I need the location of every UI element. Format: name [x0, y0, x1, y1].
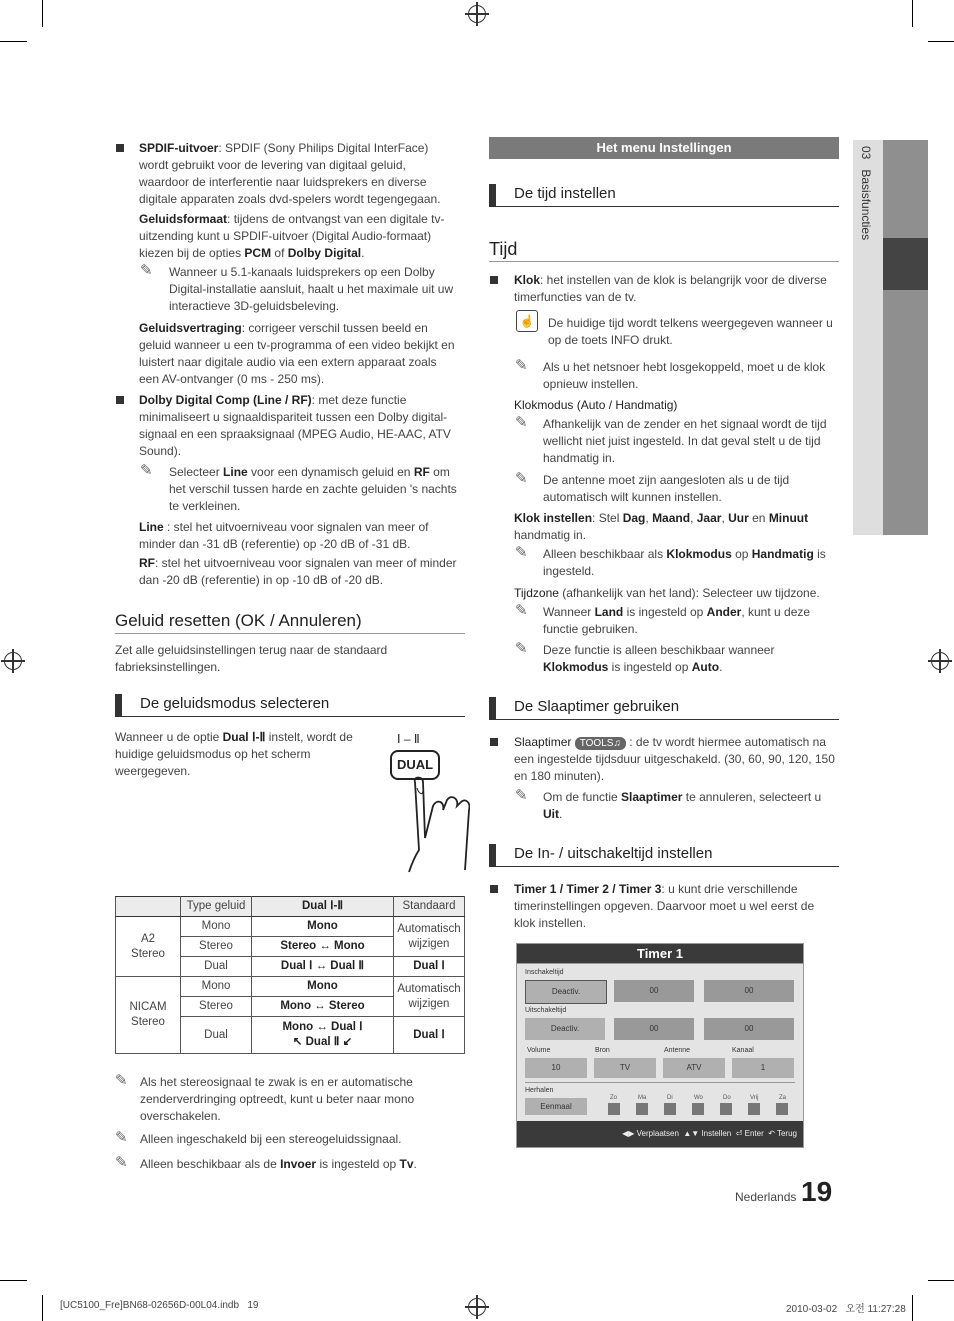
osd-on-hour[interactable]: 00 — [614, 980, 694, 1002]
osd-nav-bar: ◀▶ Verplaatsen ▲▼ Instellen ⏎ Enter ↶ Terug — [517, 1121, 803, 1147]
note-icon: ✎ — [515, 601, 528, 619]
side-tab-number: 03 — [859, 146, 873, 160]
osd-day-checkbox[interactable] — [636, 1103, 648, 1115]
osd-herhalen-value[interactable]: Eenmaal — [525, 1098, 587, 1115]
note-zone: Deze functie is alleen beschikbaar wanneer Klokmodus is ingesteld op Auto. — [543, 643, 775, 674]
move-arrows-icon: ◀▶ — [622, 1129, 635, 1138]
registration-mark-icon — [4, 652, 22, 670]
note-zender: Afhankelijk van de zender en het signaal wordt de tijd wellicht niet juist ingesteld. In dat geval stelt u de tijd handmatig in. — [543, 417, 827, 465]
osd-day-checkbox[interactable] — [692, 1103, 704, 1115]
hand-icon — [385, 730, 470, 875]
enter-icon: ⏎ — [735, 1129, 743, 1138]
reset-text: Zet alle geluidsinstellingen terug naar de standaard fabrieksinstellingen. — [115, 643, 388, 674]
table-row: Stereo Mono ↔ Stereo — [116, 997, 465, 1017]
note-weak-signal: Als het stereosignaal te zwak is en er automatische zenderverdringing optreedt, kunt u beter naar mono overschakelen. — [140, 1075, 415, 1123]
sound-table — [115, 896, 465, 1054]
osd-day-checkbox[interactable] — [776, 1103, 788, 1115]
side-tab-dark — [883, 140, 928, 535]
timer-osd: Timer 1 Inschakeltijd Deactiv. 00 00 Uitschakeltijd Deactiv. 00 00 Volume Bron Antenne Kanaal 10 TV ATV 1 Herhalen Eenmaal Zo Ma Di Wo Do Vrij Za ◀▶ Verplaatsen ▲▼ Instellen ⏎ Enter ↶ Terug — [516, 943, 804, 1148]
tijd-heading: Tijd — [489, 239, 518, 259]
heading-rule — [489, 866, 839, 867]
sleep-heading: De Slaaptimer gebruiken — [514, 698, 680, 715]
menu-bar: Het menu Instellingen — [489, 137, 839, 159]
bullet-icon — [490, 885, 498, 893]
subheading-bar — [489, 697, 496, 719]
osd-off-minute[interactable]: 00 — [704, 1018, 794, 1040]
note-land: Wanneer Land is ingesteld op Ander, kunt u deze functie gebruiken. — [543, 605, 811, 636]
side-tab-text — [859, 146, 873, 240]
bullet-icon — [116, 144, 124, 152]
note-icon: ✎ — [115, 1071, 128, 1089]
spdif-paragraph: SPDIF-uitvoer: SPDIF (Sony Philips Digital InterFace) wordt gebruikt voor de levering van digitaal geluid, waardoor de interferentie naar luidsprekers en diverse digitale apparaten zoals dvd-spelers wordt tegengegaan. — [139, 141, 441, 206]
osd-volume-value[interactable]: 10 — [525, 1058, 587, 1078]
page-number: 19 — [801, 1176, 833, 1207]
table-row: A2 Stereo Mono Mono Automatisch wijzigen — [116, 917, 465, 937]
subheading-bar — [115, 694, 122, 716]
dolby-paragraph: Dolby Digital Comp (Line / RF): met deze functie minimaliseert u signaaldispariteit tussen een Dolby digital-signaal en een spraaksignaal (MPEG Audio, HE-AAC, ATV Sound). — [139, 393, 451, 458]
klok-instellen-paragraph: Klok instellen: Stel Dag, Maand, Jaar, Uur en Minuut handmatig in. — [514, 511, 809, 542]
osd-herhalen-label: Herhalen — [525, 1087, 554, 1094]
note-icon: ✎ — [140, 261, 153, 279]
osd-off-hour[interactable]: 00 — [614, 1018, 694, 1040]
dual-button: DUAL — [390, 750, 440, 780]
osd-day-checkbox[interactable] — [720, 1103, 732, 1115]
osd-title-bar: Timer 1 — [517, 944, 803, 963]
footer-date: 2010-03-02 오전 11:27:28 — [786, 1304, 906, 1315]
side-tab-label: Basisfuncties — [859, 169, 873, 241]
timer-paragraph: Timer 1 / Timer 2 / Timer 3: u kunt drie verschillende timerinstellingen opgeven. Daarvoor moet u wel eerst de klok instellen. — [514, 882, 815, 930]
remote-label: Ⅰ – Ⅱ — [397, 732, 420, 746]
bullet-icon — [490, 276, 498, 284]
tijdzone-paragraph: Tijdzone (afhankelijk van het land): Selecteer uw tijdzone. — [514, 586, 820, 600]
remote-illustration — [385, 730, 470, 875]
table-row: Stereo Stereo ↔ Mono — [116, 937, 465, 957]
osd-antenne-label: Antenne — [664, 1047, 691, 1054]
osd-inschakeltijd-label: Inschakeltijd — [525, 969, 564, 976]
note-icon: ✎ — [115, 1128, 128, 1146]
delay-paragraph: Geluidsvertraging: corrigeer verschil tussen beeld en geluid wanneer u een tv-programma of een video bekijkt en luistert naar digitale audio via een extern apparaat zoals een AV-ontvanger (0 ms - 250 ms). — [139, 321, 455, 386]
heading-rule — [489, 261, 839, 262]
table-row: Dual Mono ↔ Dual Ⅰ ↖ Dual Ⅱ ↙ Dual Ⅰ — [116, 1017, 465, 1054]
heading-rule — [489, 719, 839, 720]
note-power: Als u het netsnoer hebt losgekoppeld, moet u de klok opnieuw instellen. — [543, 360, 826, 391]
info-note: De huidige tijd wordt telkens weergegeven wanneer u op de toets INFO drukt. — [548, 316, 833, 347]
note-invoer: Alleen beschikbaar als de Invoer is ingesteld op Tv. — [140, 1157, 417, 1171]
bullet-icon — [490, 738, 498, 746]
osd-day-checkbox[interactable] — [664, 1103, 676, 1115]
osd-on-mode[interactable]: Deactiv. — [525, 980, 607, 1004]
note-line-rf: Selecteer Line voor een dynamisch geluid en RF om het verschil tussen harde en zachte geluiden 's nachts te verkleinen. — [169, 465, 457, 513]
heading-rule — [115, 716, 465, 717]
onoff-heading: De In- / uitschakeltijd instellen — [514, 845, 713, 862]
return-icon: ↶ — [768, 1129, 775, 1138]
note-icon: ✎ — [515, 786, 528, 804]
mode-text: Wanneer u de optie Dual Ⅰ-Ⅱ instelt, wordt de huidige geluidsmodus op het scherm weergegeven. — [115, 730, 353, 778]
heading-rule — [489, 206, 839, 207]
osd-off-mode[interactable]: Deactiv. — [525, 1018, 605, 1040]
note-icon: ✎ — [515, 469, 528, 487]
format-paragraph: Geluidsformaat: tijdens de ontvangst van een digitale tv-uitzending kunt u SPDIF-uitvoer (Digital Audio-formaat) kiezen bij de opties PCM of Dolby Digital. — [139, 212, 445, 260]
sleep-paragraph: Slaaptimer TOOLS♫ : de tv wordt hiermee automatisch na een ingestelde tijdsduur uitgeschakeld. (30, 60, 90, 120, 150 en 180 minuten). — [514, 735, 835, 783]
footer-file: [UC5100_Fre]BN68-02656D-00L04.indb 19 — [60, 1300, 259, 1311]
note-sleep: Om de functie Slaaptimer te annuleren, selecteert u Uit. — [543, 790, 822, 821]
mode-heading: De geluidsmodus selecteren — [140, 695, 330, 712]
osd-kanaal-value[interactable]: 1 — [732, 1058, 794, 1078]
osd-kanaal-label: Kanaal — [732, 1047, 754, 1054]
line-paragraph: Line : stel het uitvoerniveau voor signalen van meer of minder dan -31 dB (referentie) op -20 dB of -31 dB. — [139, 520, 429, 551]
registration-mark-icon — [468, 1298, 486, 1316]
note-icon: ✎ — [140, 461, 153, 479]
klok-paragraph: Klok: het instellen van de klok is belangrijk voor de diverse timerfuncties van de tv. — [514, 273, 827, 304]
time-heading: De tijd instellen — [514, 185, 616, 202]
osd-bron-value[interactable]: TV — [594, 1058, 656, 1078]
osd-on-minute[interactable]: 00 — [704, 980, 794, 1002]
tools-badge: TOOLS♫ — [575, 737, 626, 750]
footer-language: Nederlands — [735, 1190, 797, 1204]
note-icon: ✎ — [515, 639, 528, 657]
note-icon: ✎ — [115, 1153, 128, 1171]
note-klokmodus: Alleen beschikbaar als Klokmodus op Handmatig is ingesteld. — [543, 547, 826, 578]
osd-day-checkbox[interactable] — [748, 1103, 760, 1115]
osd-volume-label: Volume — [527, 1047, 551, 1054]
note-icon: ✎ — [515, 413, 528, 431]
subheading-bar — [489, 844, 496, 866]
subheading-bar — [489, 184, 496, 206]
rf-paragraph: RF: stel het uitvoerniveau voor signalen van meer of minder dan -20 dB (referentie) in op -10 dB of -20 dB. — [139, 556, 457, 587]
registration-mark-icon — [931, 652, 949, 670]
table-row: Dual Dual Ⅰ ↔ Dual Ⅱ Dual Ⅰ — [116, 957, 465, 977]
table-header-row: Type geluid Dual Ⅰ-Ⅱ Standaard — [116, 897, 465, 917]
heading-rule — [115, 633, 465, 634]
side-tab-marker — [883, 238, 928, 290]
note-stereo-only: Alleen ingeschakeld bij een stereogeluidssignaal. — [140, 1132, 402, 1146]
klokmodus-title: Klokmodus (Auto / Handmatig) — [514, 398, 678, 412]
osd-bron-label: Bron — [595, 1047, 610, 1054]
bullet-icon — [116, 396, 124, 404]
table-row: NICAM Stereo Mono Mono Automatisch wijzigen — [116, 977, 465, 997]
note-icon: ✎ — [515, 543, 528, 561]
osd-uitschakeltijd-label: Uitschakeltijd — [525, 1007, 567, 1014]
info-hand-icon: ☝ — [516, 310, 538, 332]
osd-antenne-value[interactable]: ATV — [663, 1058, 725, 1078]
note-icon: ✎ — [515, 356, 528, 374]
osd-day-checkbox[interactable] — [608, 1103, 620, 1115]
note-5-1: Wanneer u 5.1-kanaals luidsprekers op een Dolby Digital-installatie aansluit, haalt u het maximale uit uw interactieve 3D-geluidsbeleving. — [169, 265, 454, 313]
note-antenne: De antenne moet zijn aangesloten als u de tijd automatisch wilt kunnen instellen. — [543, 473, 790, 504]
updown-arrows-icon: ▲▼ — [683, 1129, 700, 1138]
registration-mark-icon — [468, 5, 486, 23]
reset-heading: Geluid resetten (OK / Annuleren) — [115, 611, 362, 630]
